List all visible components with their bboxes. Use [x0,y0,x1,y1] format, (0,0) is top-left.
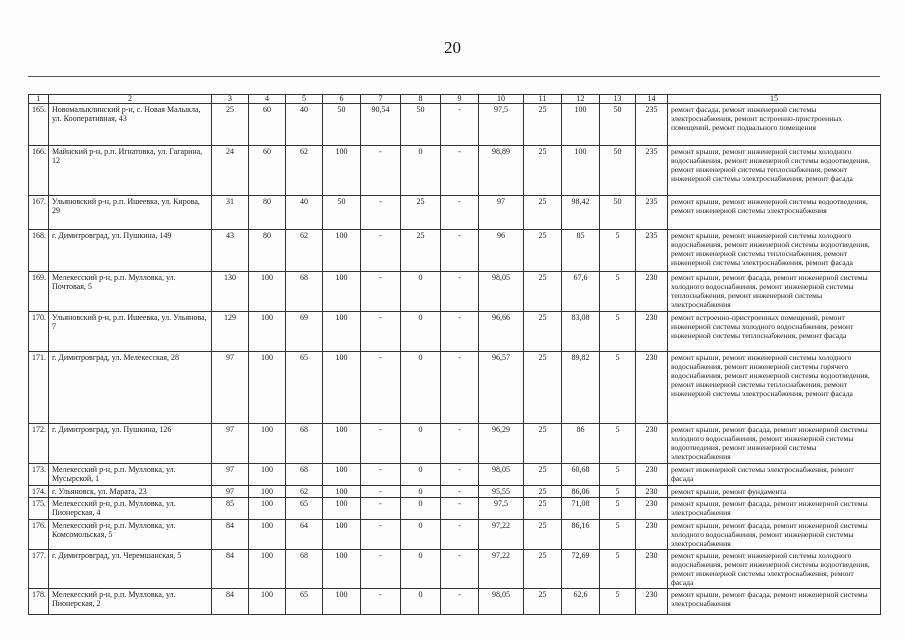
column-header-14: 14 [636,95,668,104]
value-cell-13: 5 [600,498,636,519]
value-cell-8: 0 [401,272,441,312]
value-cell-4: 60 [249,146,286,196]
value-cell-3: 24 [212,146,249,196]
value-cell-9: - [441,589,479,615]
table-row [29,196,881,230]
value-cell-13: 5 [600,352,636,424]
value-cell-14: 230 [636,589,668,615]
value-cell-10: 96 [479,230,524,272]
address-cell: Мелекесский р-н, р.п. Мулловка, ул. Пионерская, 2 [49,589,212,615]
works-cell: ремонт крыши, ремонт фасада, ремонт инженерной системы электроснабжения [668,589,881,615]
works-cell: ремонт крыши, ремонт фасада, ремонт инженерной системы холодного водоснабжения, ремонт инженерной системы электроснабжения [668,519,881,549]
address-cell: Ульяновский р-н, р.п. Ишеевка, ул. Кирова, 29 [49,196,212,230]
value-cell-4: 80 [249,230,286,272]
header-row [29,95,881,104]
value-cell-5: 69 [286,312,323,352]
column-header-11: 11 [524,95,562,104]
value-cell-7: - [361,146,401,196]
value-cell-14: 230 [636,424,668,464]
repair-table [28,94,881,615]
value-cell-3: 129 [212,312,249,352]
value-cell-6: 100 [323,464,361,486]
address-cell: Новомалыклинский р-н, с. Новая Малыкла, ул. Кооперативная, 43 [49,104,212,146]
value-cell-9: - [441,230,479,272]
value-cell-12: 62,6 [562,589,600,615]
value-cell-9: - [441,104,479,146]
address-cell: г. Димитровград, ул. Пушкина, 149 [49,230,212,272]
value-cell-5: 64 [286,519,323,549]
value-cell-6: 100 [323,589,361,615]
value-cell-4: 100 [249,312,286,352]
column-header-10: 10 [479,95,524,104]
row-number: 167. [29,196,49,230]
value-cell-11: 25 [524,196,562,230]
works-cell: ремонт крыши, ремонт инженерной системы холодного водоснабжения, ремонт инженерной системы водоотведения, ремонт инженерной системы теплоснабжения, ремонт инженерной системы электроснабжения, ремонт фасада [668,230,881,272]
row-number: 168. [29,230,49,272]
table-row [29,230,881,272]
value-cell-3: 97 [212,486,249,498]
table-row [29,146,881,196]
table-row [29,549,881,588]
value-cell-14: 230 [636,272,668,312]
address-cell: Мелекесский р-н, р.п. Мулловка, ул. Почтовая, 5 [49,272,212,312]
value-cell-14: 230 [636,464,668,486]
value-cell-5: 62 [286,230,323,272]
works-cell: ремонт крыши, ремонт инженерной системы холодного водоснабжения, ремонт инженерной системы водоотведения, ремонт инженерной системы теплоснабжения, ремонт инженерной системы электроснабжения, ремонт фасада [668,146,881,196]
value-cell-6: 100 [323,312,361,352]
value-cell-7: - [361,519,401,549]
value-cell-7: - [361,352,401,424]
value-cell-7: - [361,196,401,230]
value-cell-8: 0 [401,498,441,519]
value-cell-9: - [441,498,479,519]
value-cell-10: 98,05 [479,589,524,615]
value-cell-13: 5 [600,519,636,549]
value-cell-3: 31 [212,196,249,230]
value-cell-9: - [441,352,479,424]
value-cell-8: 0 [401,352,441,424]
works-cell: ремонт встроенно-пристроенных помещений, ремонт инженерной системы холодного водоснабжения, ремонт инженерной системы теплоснабжения, ремонт фасада [668,312,881,352]
value-cell-10: 97,22 [479,519,524,549]
column-header-13: 13 [600,95,636,104]
value-cell-11: 25 [524,146,562,196]
value-cell-11: 25 [524,312,562,352]
value-cell-14: 235 [636,104,668,146]
works-cell: ремонт крыши, ремонт фасада, ремонт инженерной системы электроснабжения [668,498,881,519]
value-cell-6: 50 [323,196,361,230]
address-cell: Мелекесский р-н, р.п. Мулловка, ул. Комсомольская, 5 [49,519,212,549]
row-number: 178. [29,589,49,615]
value-cell-8: 0 [401,519,441,549]
works-cell: ремонт крыши, ремонт инженерной системы водоотведения, ремонт инженерной системы электроснабжения [668,196,881,230]
works-cell: ремонт инженерной системы электроснабжения, ремонт фасада [668,464,881,486]
value-cell-14: 235 [636,230,668,272]
value-cell-13: 5 [600,272,636,312]
row-number: 170. [29,312,49,352]
value-cell-10: 95,55 [479,486,524,498]
row-number: 171. [29,352,49,424]
value-cell-6: 100 [323,519,361,549]
value-cell-5: 65 [286,589,323,615]
value-cell-10: 96,29 [479,424,524,464]
value-cell-11: 25 [524,498,562,519]
value-cell-10: 96,57 [479,352,524,424]
value-cell-3: 85 [212,498,249,519]
value-cell-8: 0 [401,589,441,615]
value-cell-6: 100 [323,352,361,424]
column-header-8: 8 [401,95,441,104]
value-cell-12: 67,6 [562,272,600,312]
value-cell-11: 25 [524,549,562,588]
column-header-9: 9 [441,95,479,104]
column-header-12: 12 [562,95,600,104]
table-row [29,464,881,486]
value-cell-12: 72,69 [562,549,600,588]
value-cell-10: 98,89 [479,146,524,196]
works-cell: ремонт крыши, ремонт фасада, ремонт инженерной системы холодного водоснабжения, ремонт инженерной системы теплоснабжения, ремонт инженерной системы электроснабжения [668,272,881,312]
value-cell-7: - [361,549,401,588]
value-cell-3: 25 [212,104,249,146]
address-cell: Майнский р-н, р.п. Игнатовка, ул. Гагарина, 12 [49,146,212,196]
value-cell-5: 65 [286,498,323,519]
value-cell-7: - [361,589,401,615]
row-number: 169. [29,272,49,312]
value-cell-3: 84 [212,549,249,588]
value-cell-3: 130 [212,272,249,312]
value-cell-9: - [441,424,479,464]
value-cell-5: 68 [286,424,323,464]
value-cell-9: - [441,464,479,486]
column-header-4: 4 [249,95,286,104]
value-cell-9: - [441,272,479,312]
value-cell-12: 60,68 [562,464,600,486]
value-cell-4: 100 [249,272,286,312]
value-cell-13: 5 [600,549,636,588]
value-cell-12: 100 [562,146,600,196]
value-cell-10: 96,66 [479,312,524,352]
value-cell-13: 5 [600,424,636,464]
value-cell-7: - [361,498,401,519]
row-number: 175. [29,498,49,519]
value-cell-13: 50 [600,146,636,196]
value-cell-9: - [441,549,479,588]
value-cell-6: 100 [323,272,361,312]
value-cell-10: 97,22 [479,549,524,588]
value-cell-3: 97 [212,424,249,464]
value-cell-14: 230 [636,519,668,549]
value-cell-7: - [361,486,401,498]
table-row [29,498,881,519]
value-cell-10: 98,05 [479,464,524,486]
address-cell: Мелекесский р-н, р.п. Мулловка, ул. Пионерская, 4 [49,498,212,519]
address-cell: Мелекесский р-н, р.п. Мулловка, ул. Мусырской, 1 [49,464,212,486]
value-cell-13: 5 [600,486,636,498]
value-cell-4: 100 [249,486,286,498]
address-cell: г. Ульяновск, ул. Марата, 23 [49,486,212,498]
column-header-1: 1 [29,95,49,104]
table-row [29,486,881,498]
value-cell-6: 100 [323,486,361,498]
table-row [29,352,881,424]
value-cell-5: 62 [286,146,323,196]
value-cell-3: 84 [212,589,249,615]
value-cell-14: 230 [636,549,668,588]
table-row [29,104,881,146]
address-cell: г. Димитровград, ул. Мелекесская, 28 [49,352,212,424]
table-row [29,519,881,549]
table-row [29,424,881,464]
value-cell-3: 84 [212,519,249,549]
value-cell-12: 86,16 [562,519,600,549]
works-cell: ремонт крыши, ремонт инженерной системы холодного водоснабжения, ремонт инженерной системы горячего водоснабжения, ремонт инженерной системы водоотведения, ремонт инженерной системы теплоснабжения, ремонт инженерной системы электроснабжения, ремонт фасада [668,352,881,424]
value-cell-13: 5 [600,312,636,352]
value-cell-13: 50 [600,196,636,230]
row-number: 172. [29,424,49,464]
value-cell-9: - [441,519,479,549]
value-cell-8: 0 [401,486,441,498]
value-cell-7: 90,54 [361,104,401,146]
column-header-6: 6 [323,95,361,104]
value-cell-4: 100 [249,424,286,464]
value-cell-14: 230 [636,312,668,352]
value-cell-6: 100 [323,146,361,196]
value-cell-12: 86 [562,424,600,464]
value-cell-4: 100 [249,549,286,588]
value-cell-12: 100 [562,104,600,146]
column-header-3: 3 [212,95,249,104]
value-cell-13: 5 [600,230,636,272]
works-cell: ремонт фасада, ремонт инженерной системы электроснабжения, ремонт встроенно-пристроенных помещений, ремонт подвального помещения [668,104,881,146]
value-cell-12: 89,82 [562,352,600,424]
value-cell-7: - [361,272,401,312]
value-cell-4: 100 [249,464,286,486]
row-number: 176. [29,519,49,549]
value-cell-13: 50 [600,104,636,146]
value-cell-11: 25 [524,424,562,464]
value-cell-6: 100 [323,424,361,464]
value-cell-5: 68 [286,464,323,486]
value-cell-6: 50 [323,104,361,146]
value-cell-7: - [361,424,401,464]
value-cell-9: - [441,486,479,498]
value-cell-14: 230 [636,498,668,519]
table-row [29,312,881,352]
column-header-15: 15 [668,95,881,104]
value-cell-9: - [441,146,479,196]
value-cell-11: 25 [524,519,562,549]
value-cell-12: 85 [562,230,600,272]
page-number: 20 [444,38,461,57]
value-cell-9: - [441,312,479,352]
value-cell-11: 25 [524,589,562,615]
value-cell-5: 68 [286,272,323,312]
value-cell-8: 0 [401,312,441,352]
row-number: 177. [29,549,49,588]
value-cell-11: 25 [524,464,562,486]
row-number: 173. [29,464,49,486]
value-cell-13: 5 [600,464,636,486]
value-cell-5: 40 [286,104,323,146]
value-cell-8: 0 [401,146,441,196]
row-number: 165. [29,104,49,146]
column-header-7: 7 [361,95,401,104]
value-cell-5: 68 [286,549,323,588]
value-cell-5: 65 [286,352,323,424]
value-cell-5: 40 [286,196,323,230]
value-cell-12: 71,08 [562,498,600,519]
works-cell: ремонт крыши, ремонт фасада, ремонт инженерной системы холодного водоснабжения, ремонт инженерной системы водоотведения, ремонт инженерной системы электроснабжения [668,424,881,464]
value-cell-11: 25 [524,104,562,146]
value-cell-9: - [441,196,479,230]
value-cell-7: - [361,464,401,486]
table-row [29,272,881,312]
value-cell-14: 230 [636,486,668,498]
value-cell-11: 25 [524,230,562,272]
value-cell-3: 97 [212,352,249,424]
value-cell-12: 86,06 [562,486,600,498]
value-cell-4: 100 [249,352,286,424]
value-cell-7: - [361,230,401,272]
value-cell-8: 25 [401,196,441,230]
value-cell-4: 100 [249,589,286,615]
value-cell-10: 97,5 [479,104,524,146]
value-cell-6: 100 [323,498,361,519]
value-cell-6: 100 [323,230,361,272]
value-cell-12: 98,42 [562,196,600,230]
works-cell: ремонт крыши, ремонт фундамента [668,486,881,498]
value-cell-4: 100 [249,498,286,519]
value-cell-11: 25 [524,352,562,424]
address-cell: г. Димитровград, ул. Черемшанская, 5 [49,549,212,588]
value-cell-10: 98,05 [479,272,524,312]
works-cell: ремонт крыши, ремонт инженерной системы холодного водоснабжения, ремонт инженерной системы водоотведения, ремонт инженерной системы электроснабжения, ремонт фасада [668,549,881,588]
value-cell-8: 0 [401,424,441,464]
value-cell-8: 0 [401,549,441,588]
value-cell-6: 100 [323,549,361,588]
value-cell-10: 97 [479,196,524,230]
value-cell-13: 5 [600,589,636,615]
value-cell-5: 62 [286,486,323,498]
table-row [29,589,881,615]
value-cell-8: 25 [401,230,441,272]
value-cell-3: 97 [212,464,249,486]
value-cell-14: 235 [636,146,668,196]
value-cell-4: 80 [249,196,286,230]
value-cell-14: 230 [636,352,668,424]
value-cell-8: 50 [401,104,441,146]
value-cell-8: 0 [401,464,441,486]
value-cell-12: 83,08 [562,312,600,352]
value-cell-10: 97,5 [479,498,524,519]
value-cell-11: 25 [524,272,562,312]
row-number: 166. [29,146,49,196]
value-cell-3: 43 [212,230,249,272]
value-cell-4: 100 [249,519,286,549]
column-header-5: 5 [286,95,323,104]
value-cell-11: 25 [524,486,562,498]
row-number: 174. [29,486,49,498]
top-divider [28,76,880,77]
address-cell: Ульяновский р-н, р.п. Ишеевка, ул. Ульянова, 7 [49,312,212,352]
value-cell-7: - [361,312,401,352]
value-cell-4: 60 [249,104,286,146]
address-cell: г. Димитровград, ул. Пушкина, 126 [49,424,212,464]
column-header-2: 2 [49,95,212,104]
value-cell-14: 235 [636,196,668,230]
